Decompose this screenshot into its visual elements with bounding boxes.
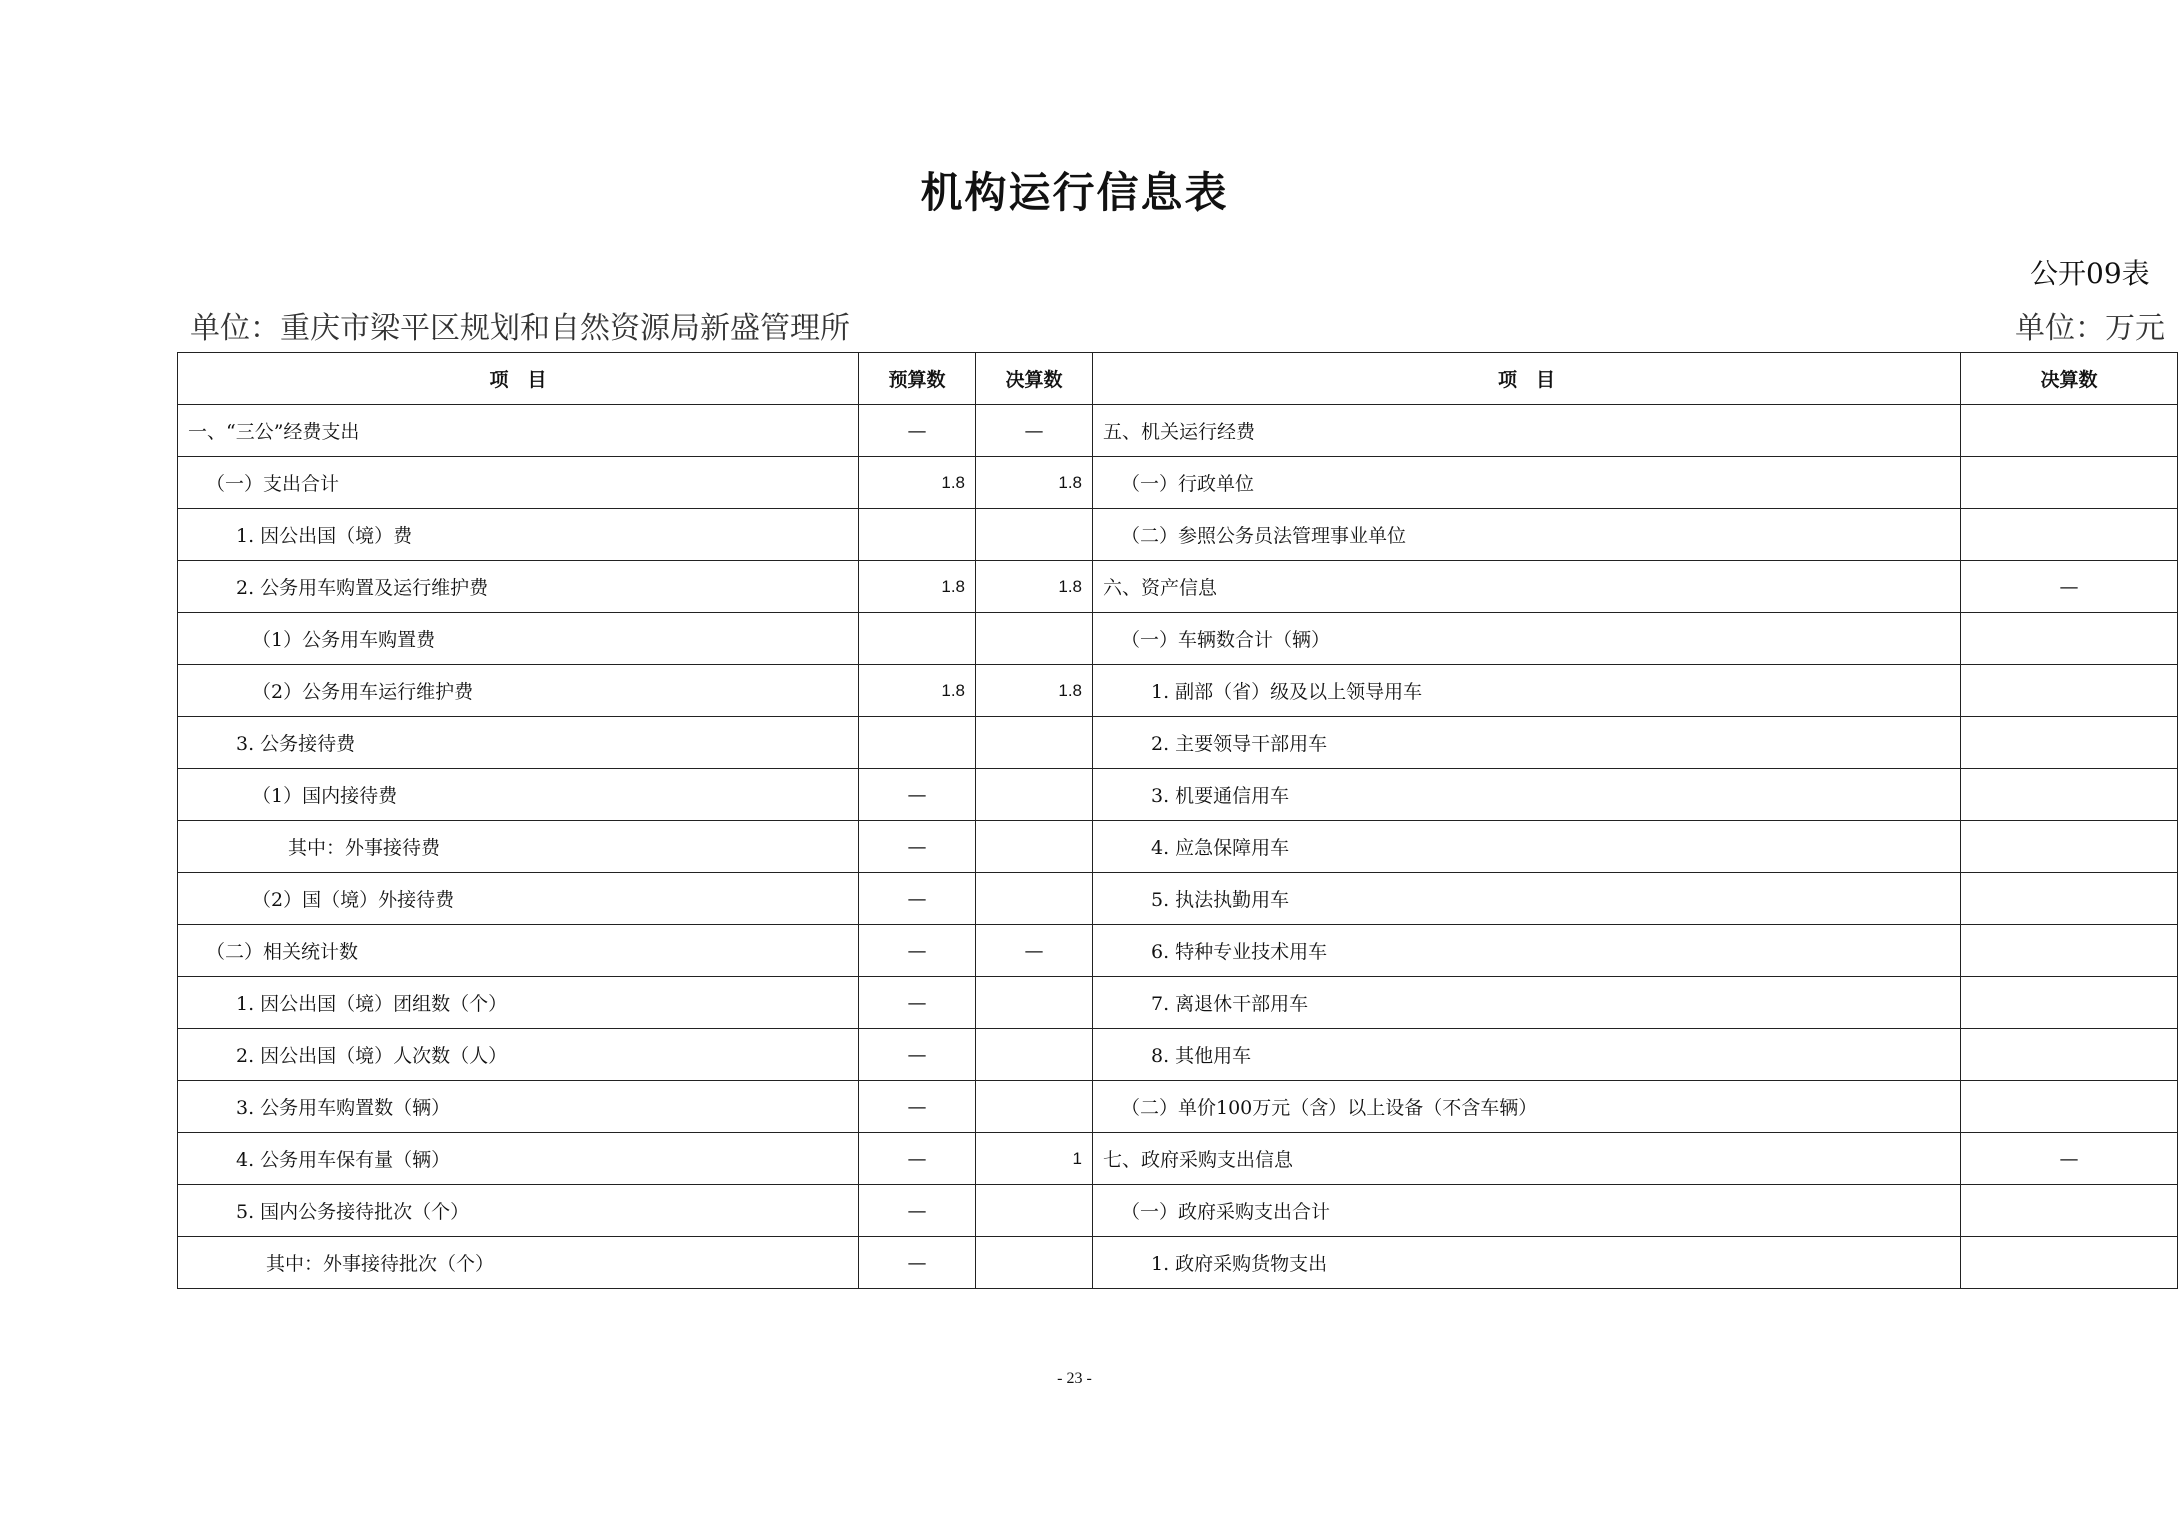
row-budget: — <box>859 1081 976 1133</box>
row-budget: 1.8 <box>859 665 976 717</box>
row-item-right: 5. 执法执勤用车 <box>1093 873 1961 925</box>
row-actual <box>976 1029 1093 1081</box>
row-budget: — <box>859 405 976 457</box>
row-item-left: （1）公务用车购置费 <box>178 613 859 665</box>
row-budget: 1.8 <box>859 457 976 509</box>
row-actual-right <box>1961 1081 2178 1133</box>
row-item-right: 1. 副部（省）级及以上领导用车 <box>1093 665 1961 717</box>
row-actual-right <box>1961 665 2178 717</box>
table-row <box>178 873 2178 925</box>
row-actual-right: — <box>1961 561 2178 613</box>
row-budget: — <box>859 977 976 1029</box>
row-actual: — <box>976 405 1093 457</box>
row-actual-right: — <box>1961 1133 2178 1185</box>
row-actual-right <box>1961 821 2178 873</box>
row-actual-right <box>1961 613 2178 665</box>
row-actual <box>976 613 1093 665</box>
row-item-left: （一）支出合计 <box>178 457 859 509</box>
row-item-left: （1）国内接待费 <box>178 769 859 821</box>
row-item-right: 六、资产信息 <box>1093 561 1961 613</box>
row-budget: — <box>859 1237 976 1289</box>
row-budget: — <box>859 1133 976 1185</box>
row-item-right: （二）参照公务员法管理事业单位 <box>1093 509 1961 561</box>
page-number: - 23 - <box>1057 1370 1092 1387</box>
table-body <box>178 405 2178 1289</box>
row-item-right: 3. 机要通信用车 <box>1093 769 1961 821</box>
row-budget: — <box>859 821 976 873</box>
row-item-right: （二）单价100万元（含）以上设备（不含车辆） <box>1093 1081 1961 1133</box>
row-actual-right <box>1961 1237 2178 1289</box>
row-item-left: 5. 国内公务接待批次（个） <box>178 1185 859 1237</box>
table-row <box>178 977 2178 1029</box>
table-row <box>178 1133 2178 1185</box>
row-item-left: 4. 公务用车保有量（辆） <box>178 1133 859 1185</box>
row-budget: 1.8 <box>859 561 976 613</box>
row-actual-right <box>1961 925 2178 977</box>
table-row <box>178 665 2178 717</box>
row-item-right: 1. 政府采购货物支出 <box>1093 1237 1961 1289</box>
row-item-left: 2. 公务用车购置及运行维护费 <box>178 561 859 613</box>
row-actual: 1 <box>976 1133 1093 1185</box>
row-item-left: 其中：外事接待批次（个） <box>178 1237 859 1289</box>
row-item-left: （2）国（境）外接待费 <box>178 873 859 925</box>
row-item-left: 1. 因公出国（境）团组数（个） <box>178 977 859 1029</box>
table-row <box>178 821 2178 873</box>
table-row <box>178 769 2178 821</box>
table-row <box>178 1029 2178 1081</box>
row-budget: — <box>859 925 976 977</box>
table-row <box>178 1237 2178 1289</box>
row-actual <box>976 509 1093 561</box>
table-container <box>177 352 2149 1326</box>
row-actual <box>976 717 1093 769</box>
row-actual-right <box>1961 873 2178 925</box>
row-actual <box>976 1237 1093 1289</box>
table-row <box>178 717 2178 769</box>
table-header-row <box>178 353 2178 405</box>
row-item-left: 3. 公务接待费 <box>178 717 859 769</box>
row-item-left: 其中：外事接待费 <box>178 821 859 873</box>
row-budget: — <box>859 873 976 925</box>
row-actual <box>976 873 1093 925</box>
row-budget <box>859 509 976 561</box>
table-row <box>178 1081 2178 1133</box>
row-actual <box>976 769 1093 821</box>
row-item-right: 五、机关运行经费 <box>1093 405 1961 457</box>
table-row <box>178 509 2178 561</box>
row-actual: — <box>976 925 1093 977</box>
row-item-right: （一）车辆数合计（辆） <box>1093 613 1961 665</box>
row-item-left: （二）相关统计数 <box>178 925 859 977</box>
header-actual: 决算数 <box>976 353 1093 405</box>
row-actual <box>976 821 1093 873</box>
row-actual-right <box>1961 457 2178 509</box>
table-row <box>178 405 2178 457</box>
row-actual-right <box>1961 769 2178 821</box>
row-item-left: 一、“三公”经费支出 <box>178 405 859 457</box>
row-item-right: 8. 其他用车 <box>1093 1029 1961 1081</box>
row-item-right: （一）行政单位 <box>1093 457 1961 509</box>
row-actual-right <box>1961 1185 2178 1237</box>
row-item-left: （2）公务用车运行维护费 <box>178 665 859 717</box>
unit-organization: 单位：重庆市梁平区规划和自然资源局新盛管理所 <box>190 311 850 346</box>
table-row <box>178 925 2178 977</box>
unit-money: 单位：万元 <box>2015 311 2165 346</box>
row-item-right: （一）政府采购支出合计 <box>1093 1185 1961 1237</box>
header-actual-right: 决算数 <box>1961 353 2178 405</box>
row-actual-right <box>1961 977 2178 1029</box>
row-budget: — <box>859 1185 976 1237</box>
header-item-right: 项 目 <box>1093 353 1961 405</box>
row-budget <box>859 613 976 665</box>
row-actual: 1.8 <box>976 665 1093 717</box>
row-actual: 1.8 <box>976 561 1093 613</box>
row-item-right: 4. 应急保障用车 <box>1093 821 1961 873</box>
row-budget: — <box>859 769 976 821</box>
row-item-left: 1. 因公出国（境）费 <box>178 509 859 561</box>
table-row <box>178 1185 2178 1237</box>
row-item-left: 2. 因公出国（境）人次数（人） <box>178 1029 859 1081</box>
header-budget: 预算数 <box>859 353 976 405</box>
table-row <box>178 561 2178 613</box>
row-actual: 1.8 <box>976 457 1093 509</box>
row-item-left: 3. 公务用车购置数（辆） <box>178 1081 859 1133</box>
row-actual-right <box>1961 717 2178 769</box>
row-item-right: 2. 主要领导干部用车 <box>1093 717 1961 769</box>
row-actual <box>976 977 1093 1029</box>
row-actual-right <box>1961 509 2178 561</box>
row-item-right: 6. 特种专业技术用车 <box>1093 925 1961 977</box>
row-budget <box>859 717 976 769</box>
row-budget: — <box>859 1029 976 1081</box>
page-title: 机构运行信息表 <box>920 168 1229 217</box>
form-number: 公开09表 <box>2030 257 2150 290</box>
info-table <box>177 352 2178 1289</box>
row-actual-right <box>1961 405 2178 457</box>
header-item-left: 项 目 <box>178 353 859 405</box>
row-item-right: 七、政府采购支出信息 <box>1093 1133 1961 1185</box>
table-row <box>178 613 2178 665</box>
row-actual-right <box>1961 1029 2178 1081</box>
row-actual <box>976 1185 1093 1237</box>
row-item-right: 7. 离退休干部用车 <box>1093 977 1961 1029</box>
row-actual <box>976 1081 1093 1133</box>
table-row <box>178 457 2178 509</box>
